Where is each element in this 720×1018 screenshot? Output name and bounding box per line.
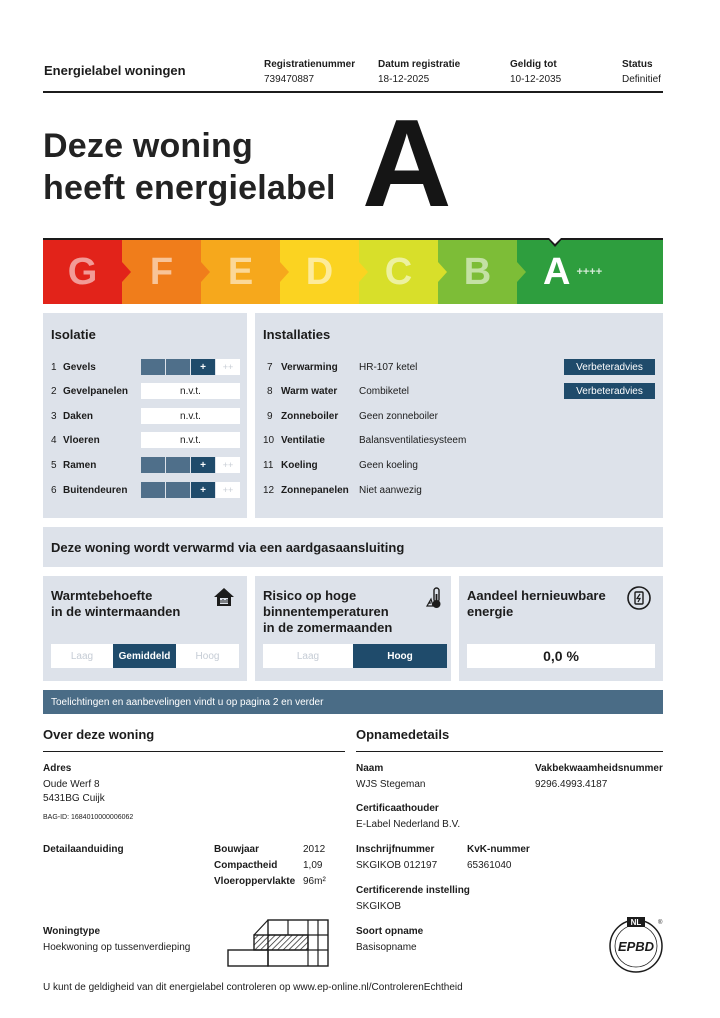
status: Status Definitief: [622, 59, 661, 85]
opname-rule: [356, 751, 663, 752]
scale-segment-f: F: [122, 240, 201, 304]
installatie-row: 10 Ventilatie: [263, 434, 325, 446]
scale-arrow-tip: [201, 262, 210, 282]
over-title: Over deze woning: [43, 727, 155, 742]
isolatie-panel: [43, 313, 247, 518]
scale-arrow-tip: [438, 262, 447, 282]
opname-title: Opnamedetails: [356, 727, 450, 742]
installatie-value: Combiketel: [359, 385, 410, 397]
isolatie-value: n.v.t.: [141, 408, 240, 424]
installatie-value: Geen koeling: [359, 459, 418, 471]
warmtebehoefte-scale: [51, 644, 239, 668]
installatie-value: Geen zonneboiler: [359, 410, 438, 422]
certificerende-instelling-value: SKGIKOB: [356, 901, 402, 912]
adres-line1: Oude Werf 8: [43, 779, 100, 790]
energy-label-letter: A: [362, 95, 452, 233]
woningtype-value: Hoekwoning op tussenverdieping: [43, 942, 191, 953]
vakbekwaamheid-value: 9296.4993.4187: [535, 779, 608, 790]
valid-until: Geldig tot 10-12-2035: [510, 59, 562, 85]
scale-arrow-tip: [359, 262, 368, 282]
house-icon: [213, 586, 235, 608]
verbeteradvies-badge[interactable]: Verbeteradvies: [564, 383, 655, 399]
isolatie-value: n.v.t.: [141, 432, 240, 448]
heating-banner: Deze woning wordt verwarmd via een aardgasaansluiting: [43, 527, 663, 567]
document-title: Energielabel woningen: [44, 63, 186, 78]
aandeel-panel: [459, 576, 663, 681]
naam-label: Naam: [356, 763, 384, 774]
risico-title: Risico op hoge binnentemperaturen in de zomermaanden: [263, 588, 393, 635]
kvk-value: 65361040: [467, 860, 512, 871]
installatie-row: 8 Warm water: [267, 385, 338, 397]
warmtebehoefte-title: Warmtebehoefte in de wintermaanden: [51, 588, 181, 619]
isolatie-title: Isolatie: [51, 327, 96, 342]
registration-date: Datum registratie 18-12-2025: [378, 59, 461, 85]
adres-line2: 5431BG Cuijk: [43, 793, 105, 804]
installatie-value: Balansventilatiesysteem: [359, 434, 467, 446]
verification-link[interactable]: www.ep-online.nl/ControlerenEchtheid: [293, 982, 463, 993]
epbd-logo: [606, 916, 666, 974]
isolatie-row: 4 Vloeren: [51, 434, 100, 446]
scale-segment-g: G: [43, 240, 122, 304]
scale-segment-e: E: [201, 240, 280, 304]
active-marker-inner: [549, 238, 561, 244]
warmtebehoefte-panel: [43, 576, 247, 681]
woningtype-label: Woningtype: [43, 926, 101, 937]
registration-number: Registratienummer 739470887: [264, 59, 356, 85]
aandeel-title: Aandeel hernieuwbare energie: [467, 588, 606, 619]
installatie-value: Niet aanwezig: [359, 484, 422, 496]
vloeroppervlakte-value: 96m²: [303, 876, 326, 887]
vloeroppervlakte-label: Vloeroppervlakte: [214, 876, 296, 887]
option-hoog: Hoog: [195, 650, 220, 662]
detail-label: Detailaanduiding: [43, 844, 124, 855]
verbeteradvies-badge[interactable]: Verbeteradvies: [564, 359, 655, 375]
scale-arrow-tip: [517, 262, 526, 282]
installatie-row: 11 Koeling: [263, 459, 318, 471]
isolatie-row: 6 Buitendeuren: [51, 484, 128, 496]
installatie-row: 9 Zonneboiler: [267, 410, 339, 422]
scale-arrow-tip: [122, 262, 131, 282]
scale-segment-c: C: [359, 240, 438, 304]
bouwjaar-value: 2012: [303, 844, 326, 855]
adres-label: Adres: [43, 763, 72, 774]
compactheid-value: 1,09: [303, 860, 323, 871]
isolatie-row: 1 Gevels: [51, 361, 96, 373]
energy-scale: [43, 240, 663, 304]
risico-panel: [255, 576, 451, 681]
isolatie-row: 5 Ramen: [51, 459, 97, 471]
renewable-energy-icon: [625, 584, 653, 612]
isolatie-indicator: + ++: [141, 457, 241, 473]
isolatie-indicator: + ++: [141, 359, 241, 375]
scale-segment-a: A ++++: [517, 240, 663, 304]
installatie-row: 7 Verwarming: [267, 361, 338, 373]
isolatie-value: n.v.t.: [141, 383, 240, 399]
certificaathouder-label: Certificaathouder: [356, 803, 439, 814]
scale-segment-b: B: [438, 240, 517, 304]
compactheid-label: Compactheid: [214, 860, 278, 871]
installaties-panel: [255, 313, 663, 518]
installaties-title: Installaties: [263, 327, 331, 342]
soort-opname-value: Basisopname: [356, 942, 417, 953]
info-bar: Toelichtingen en aanbevelingen vindt u op pagina 2 en verder: [43, 690, 663, 714]
risico-scale: [263, 644, 447, 668]
option-gemiddeld: Gemiddeld: [113, 644, 176, 668]
isolatie-row: 2 Gevelpanelen: [51, 385, 129, 397]
over-rule: [43, 751, 345, 752]
option-hoog: Hoog: [353, 644, 447, 668]
kvk-label: KvK-nummer: [467, 844, 530, 855]
bag-id: BAG-ID: 1684010000006062: [43, 814, 134, 821]
header-rule: [43, 91, 663, 93]
soort-opname-label: Soort opname: [356, 926, 424, 937]
option-laag: Laag: [296, 650, 320, 662]
naam-value: WJS Stegeman: [356, 779, 426, 790]
isolatie-indicator: + ++: [141, 482, 241, 498]
installatie-row: 12 Zonnepanelen: [263, 484, 349, 496]
vakbekwaamheid-label: Vakbekwaamheidsnummer: [535, 763, 663, 774]
headline: Deze woning heeft energielabel: [43, 127, 336, 207]
scale-arrow-tip: [280, 262, 289, 282]
thermometer-icon: [425, 586, 445, 610]
bouwjaar-label: Bouwjaar: [214, 844, 260, 855]
installatie-value: HR-107 ketel: [359, 361, 418, 373]
footer-text: U kunt de geldigheid van dit energielabel controleren op www.ep-online.nl/ControlerenEchtheid: [43, 982, 463, 993]
building-icon: [226, 916, 332, 970]
aandeel-value: 0,0 %: [467, 644, 655, 668]
svg-text:EPBD: EPBD: [617, 939, 655, 954]
certificerende-instelling-label: Certificerende instelling: [356, 885, 470, 896]
svg-text:®: ®: [658, 920, 663, 926]
inschrijfnummer-value: SKGIKOB 012197: [356, 860, 438, 871]
scale-segment-d: D: [280, 240, 359, 304]
svg-text:NL: NL: [630, 918, 642, 927]
isolatie-row: 3 Daken: [51, 410, 94, 422]
option-laag: Laag: [70, 650, 94, 662]
certificaathouder-value: E-Label Nederland B.V.: [356, 819, 461, 830]
inschrijfnummer-label: Inschrijfnummer: [356, 844, 435, 855]
